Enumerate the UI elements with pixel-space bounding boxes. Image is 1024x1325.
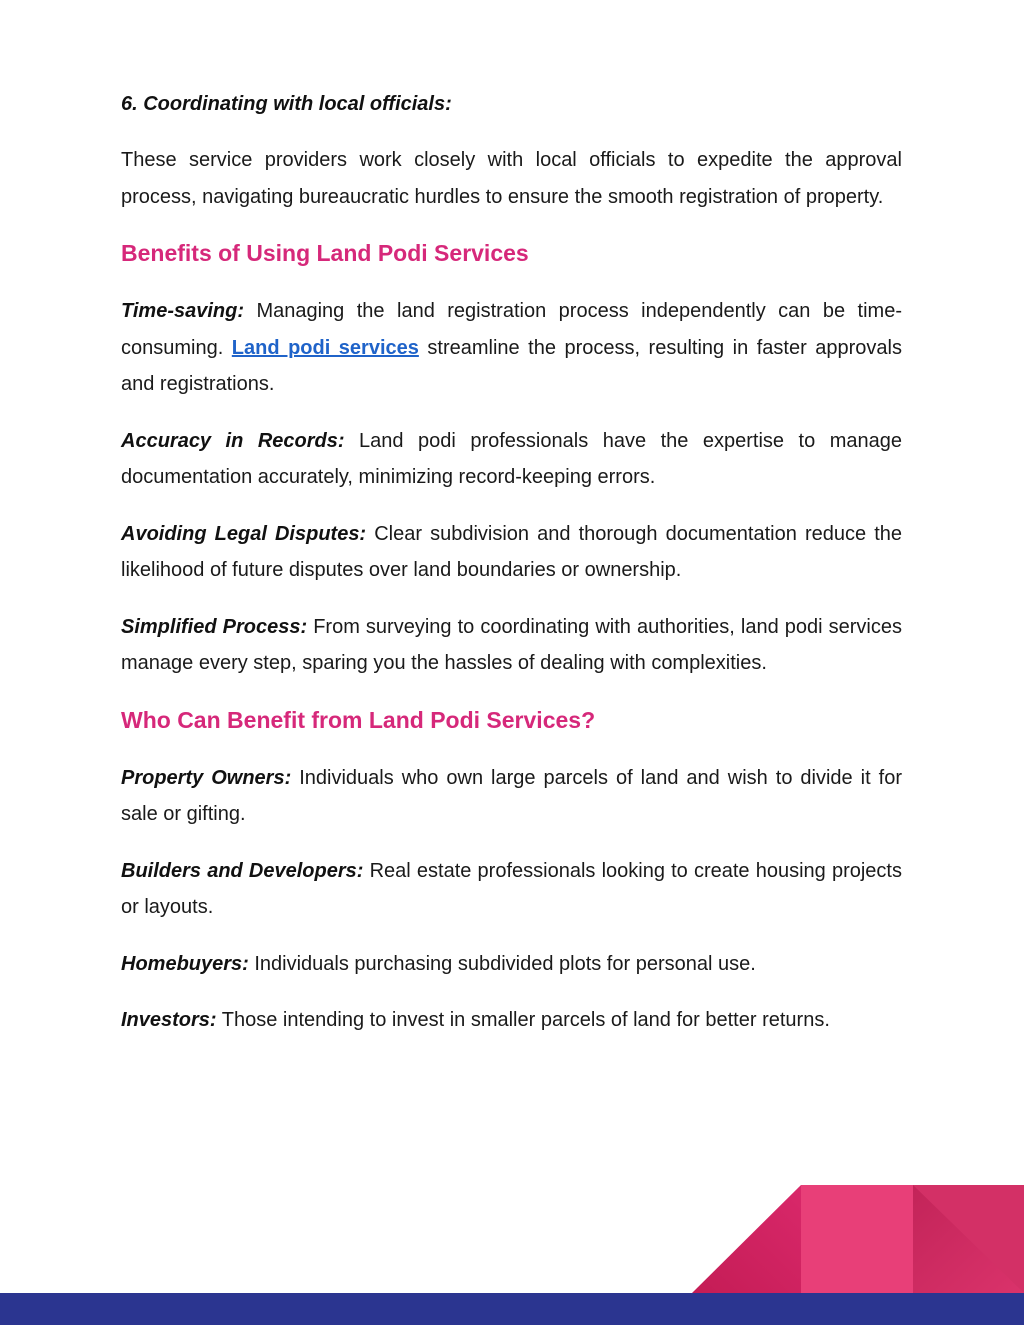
decor-shape-left xyxy=(692,1185,801,1293)
benefit-accuracy xyxy=(121,423,902,496)
benefit-simplified-process xyxy=(121,609,902,682)
benefits-section-title: Benefits of Using Land Podi Services xyxy=(121,240,529,266)
decor-shape-right-shade xyxy=(913,1185,1024,1293)
page-content xyxy=(121,86,902,1059)
who-homebuyers xyxy=(121,946,902,983)
who-lead: Homebuyers: xyxy=(121,952,249,975)
benefit-text: Clear subdivision and thorough documentation reduce the likelihood of future disputes over land boundaries or ownership. xyxy=(121,522,902,581)
benefit-text: From surveying to coordinating with authorities, land podi services manage every step, sparing you the hassles of dealing with complexities. xyxy=(121,615,902,674)
who-investors xyxy=(121,1002,902,1039)
who-property-owners xyxy=(121,760,902,833)
benefit-time-saving xyxy=(121,293,902,403)
who-text: Individuals purchasing subdivided plots for personal use. xyxy=(248,952,756,975)
benefit-lead: Time-saving: xyxy=(121,300,244,322)
who-lead: Investors: xyxy=(121,1009,217,1031)
benefit-legal-disputes xyxy=(121,516,902,589)
who-text: Real estate professionals looking to create housing projects or layouts. xyxy=(121,859,902,918)
benefit-text: Land podi professionals have the expertise to manage documentation accurately, minimizing record-keeping errors. xyxy=(121,429,902,488)
decor-shape-middle xyxy=(801,1185,913,1293)
land-podi-services-link[interactable]: Land podi services xyxy=(231,336,419,359)
benefit-lead: Accuracy in Records: xyxy=(121,429,345,452)
coordinating-paragraph: These service providers work closely with local officials to expedite the approval process, navigating bureaucratic hurdles to ensure the smooth registration of property. xyxy=(121,149,902,208)
who-builders-developers xyxy=(121,853,902,926)
benefit-text: Managing the land registration process independently can be time-consuming. xyxy=(121,300,902,359)
benefit-lead: Simplified Process: xyxy=(121,615,308,638)
who-lead: Builders and Developers: xyxy=(121,859,364,882)
who-text: Individuals who own large parcels of land and wish to divide it for sale or gifting. xyxy=(121,766,902,825)
who-lead: Property Owners: xyxy=(121,766,292,789)
who-section-title: Who Can Benefit from Land Podi Services? xyxy=(121,706,596,733)
coordinating-heading: 6. Coordinating with local officials: xyxy=(121,93,452,115)
benefit-text-continued: streamline the process, resulting in faster approvals and registrations. xyxy=(121,336,902,395)
benefit-lead: Avoiding Legal Disputes: xyxy=(121,522,367,545)
footer-bar xyxy=(0,1293,1024,1325)
decor-shape-right xyxy=(913,1185,1024,1293)
who-text: Those intending to invest in smaller parcels of land for better returns. xyxy=(216,1009,830,1031)
